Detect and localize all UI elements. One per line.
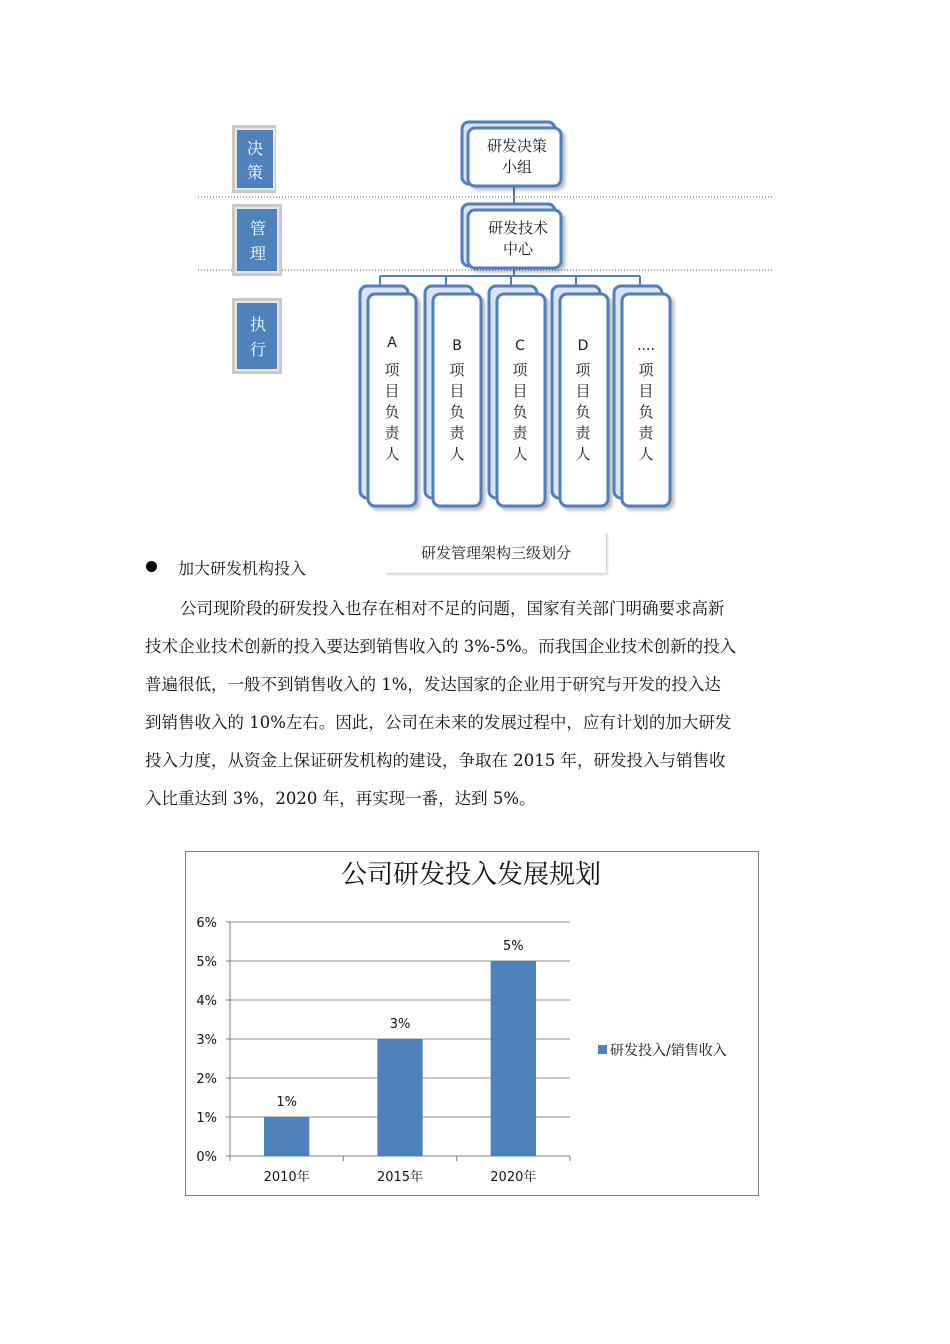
- node-label: 研发决策: [486, 137, 548, 155]
- project-code: C: [515, 338, 525, 354]
- body-paragraph: [145, 590, 810, 818]
- chart-y-ticks: [196, 916, 217, 1165]
- node-rd-decision-group: [462, 122, 561, 186]
- project-code: A: [387, 335, 397, 351]
- project-char: 责: [638, 424, 654, 442]
- bar-chart-frame: [185, 851, 759, 1196]
- node-label: 研发技术: [487, 219, 549, 237]
- chart-title: 公司研发投入发展规划: [340, 860, 602, 890]
- y-tick-label: 2%: [196, 1072, 217, 1087]
- bullet-icon: [146, 561, 157, 572]
- level-box-management: [232, 204, 282, 276]
- project-char: 人: [449, 445, 465, 463]
- project-char: 人: [575, 445, 591, 463]
- org-chart: [0, 0, 950, 540]
- legend-swatch: [598, 1045, 607, 1054]
- project-node-d: [552, 286, 608, 506]
- y-tick-label: 1%: [196, 1111, 217, 1126]
- bar-2020年: [491, 961, 536, 1156]
- project-char: 项: [575, 361, 591, 379]
- level-label: 策: [246, 163, 264, 182]
- project-char: 人: [638, 445, 654, 463]
- node-label: 中心: [502, 240, 534, 258]
- paragraph-line: 技术企业技术创新的投入要达到销售收入的 3%-5%。而我国企业技术创新的投入: [145, 637, 737, 656]
- project-char: 项: [638, 361, 654, 379]
- x-tick-label: 2020年: [490, 1170, 537, 1185]
- bar-2015年: [377, 1039, 422, 1156]
- chart-x-ticks: [264, 1169, 537, 1185]
- legend-label: 研发投入/销售收入: [610, 1043, 727, 1059]
- section-heading-text: 加大研发机构投入: [178, 559, 307, 578]
- project-char: 人: [384, 445, 400, 463]
- project-node-a: [360, 286, 416, 506]
- project-char: 项: [384, 361, 400, 379]
- project-char: 责: [512, 424, 528, 442]
- bar-2010年: [264, 1117, 309, 1156]
- level-label: 执: [249, 315, 267, 334]
- y-tick-label: 4%: [196, 994, 217, 1009]
- paragraph-line: 入比重达到 3%，2020 年，再实现一番，达到 5%。: [145, 789, 536, 808]
- project-char: 负: [449, 403, 465, 421]
- y-tick-label: 0%: [196, 1150, 217, 1165]
- project-char: 责: [575, 424, 591, 442]
- level-label: 决: [246, 139, 264, 158]
- y-tick-label: 3%: [196, 1033, 217, 1048]
- project-node-b: [425, 286, 481, 506]
- project-char: 责: [449, 424, 465, 442]
- project-code: ....: [637, 338, 655, 354]
- chart-bars: [264, 961, 536, 1156]
- project-char: 负: [575, 403, 591, 421]
- project-char: 负: [384, 403, 400, 421]
- paragraph-line: 投入力度，从资金上保证研发机构的建设，争取在 2015 年，研发投入与销售收: [145, 751, 726, 770]
- level-box-decision: [232, 125, 276, 193]
- data-label: 1%: [276, 1095, 297, 1110]
- level-box-execution: [232, 298, 282, 374]
- paragraph-line: 公司现阶段的研发投入也存在相对不足的问题，国家有关部门明确要求高新: [180, 599, 725, 618]
- x-tick-label: 2015年: [376, 1170, 424, 1185]
- project-char: 责: [384, 424, 400, 442]
- node-label: 小组: [501, 158, 533, 176]
- paragraph-line: 到销售收入的 10%左右。因此，公司在未来的发展过程中，应有计划的加大研发: [145, 713, 732, 732]
- bar-chart: [186, 852, 758, 1195]
- project-char: 目: [384, 382, 400, 400]
- node-rd-tech-center: [462, 204, 561, 268]
- level-label: 管: [249, 219, 267, 238]
- project-char: 负: [512, 403, 528, 421]
- chart-legend: [598, 1042, 727, 1059]
- project-char: 目: [512, 382, 528, 400]
- project-char: 目: [638, 382, 654, 400]
- paragraph-line: 普遍很低，一般不到销售收入的 1%，发达国家的企业用于研究与开发的投入达: [145, 675, 721, 694]
- project-char: 目: [575, 382, 591, 400]
- data-label: 3%: [389, 1017, 411, 1032]
- project-code: B: [452, 338, 462, 354]
- level-label: 理: [249, 244, 267, 263]
- y-tick-label: 6%: [196, 916, 217, 931]
- project-char: 目: [449, 382, 465, 400]
- project-char: 项: [449, 361, 465, 379]
- x-tick-label: 2010年: [263, 1170, 310, 1185]
- project-char: 人: [512, 445, 528, 463]
- data-label: 5%: [503, 939, 524, 954]
- project-char: 负: [638, 403, 654, 421]
- org-chart-caption: 研发管理架构三级划分: [386, 533, 607, 574]
- project-node-c: [489, 286, 545, 506]
- y-tick-label: 5%: [196, 955, 217, 970]
- level-label: 行: [249, 340, 267, 359]
- project-char: 项: [512, 361, 528, 379]
- project-node-more: [614, 286, 670, 506]
- project-code: D: [577, 338, 589, 354]
